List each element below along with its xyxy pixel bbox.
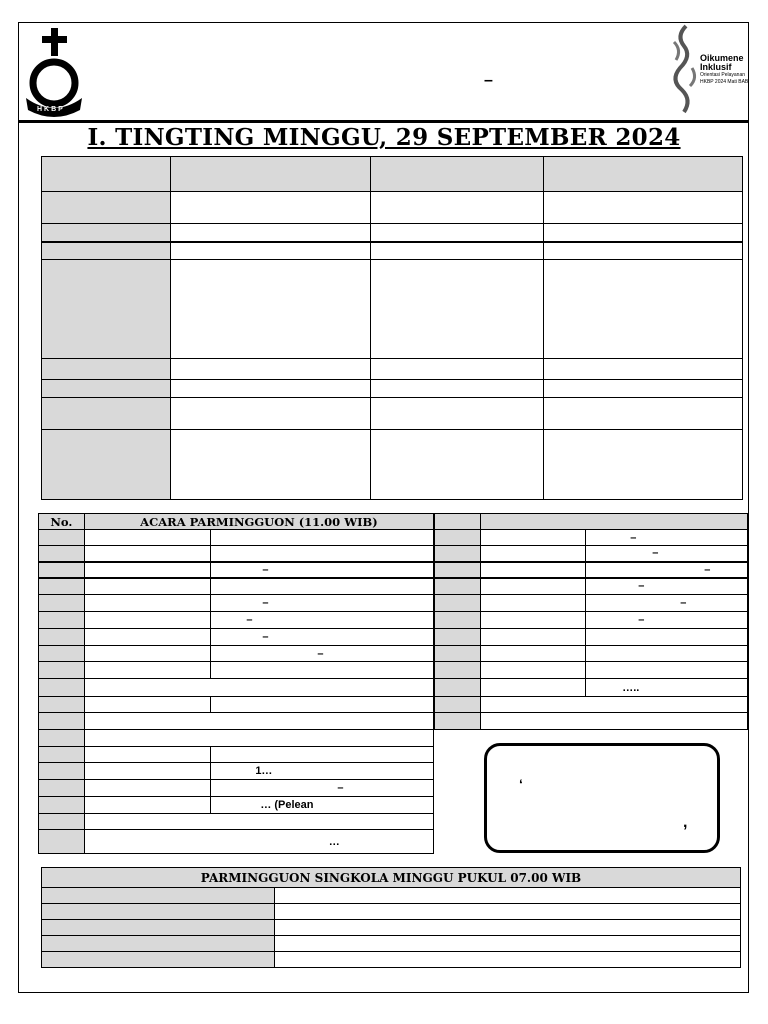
callout-comma: , xyxy=(683,814,688,831)
logo-text xyxy=(700,54,748,86)
right-dots: ….. xyxy=(586,679,748,697)
acara-dash-5: – xyxy=(211,646,434,662)
acara-dash-2: – xyxy=(211,595,434,612)
sekolah-minggu-table xyxy=(41,867,741,968)
right-table xyxy=(434,513,748,730)
logo-line-3: Orientasi Pelayanan xyxy=(700,72,746,78)
acara-pelean: … (Pelean xyxy=(211,797,434,814)
header-dash: – xyxy=(484,72,493,89)
right-dash-4: – xyxy=(586,578,748,595)
page-title: I. TINGTING MINGGU, 29 SEPTEMBER 2024 xyxy=(87,124,681,151)
acara-ellipsis: … xyxy=(84,830,433,854)
acara-dash-1: – xyxy=(211,562,434,578)
acara-header: ACARA PARMINGGUON (11.00 WIB) xyxy=(84,514,433,530)
logo-line-4: HKBP 2024 Mati BAB xyxy=(700,79,749,85)
acara-dash-7: – xyxy=(211,780,434,797)
no-header: No. xyxy=(39,514,85,530)
logo-line-2: Inklusif xyxy=(700,62,732,72)
sekolah-minggu-title: PARMINGGUON SINGKOLA MINGGU PUKUL 07.00 WIB xyxy=(42,868,741,888)
callout-box xyxy=(484,743,720,853)
schedule-grid xyxy=(41,156,743,500)
right-dash-1: – xyxy=(586,530,748,546)
header-rule xyxy=(18,120,749,123)
right-dash-5: – xyxy=(586,595,748,612)
hkbp-cross-logo xyxy=(22,26,86,118)
oikumene-logo-icon xyxy=(666,24,702,114)
acara-table xyxy=(38,513,434,854)
seal-text: HKBP xyxy=(37,106,65,113)
right-dash-2: – xyxy=(586,546,748,562)
logo-line-1: Oikumene xyxy=(700,53,744,63)
callout-quote: ‘ xyxy=(519,776,523,792)
acara-dash-3: – xyxy=(211,612,434,629)
right-dash-6: – xyxy=(586,612,748,629)
acara-dash-4: – xyxy=(211,629,434,646)
right-dash-3: – xyxy=(586,562,748,578)
acara-text-1: 1… xyxy=(211,763,434,780)
